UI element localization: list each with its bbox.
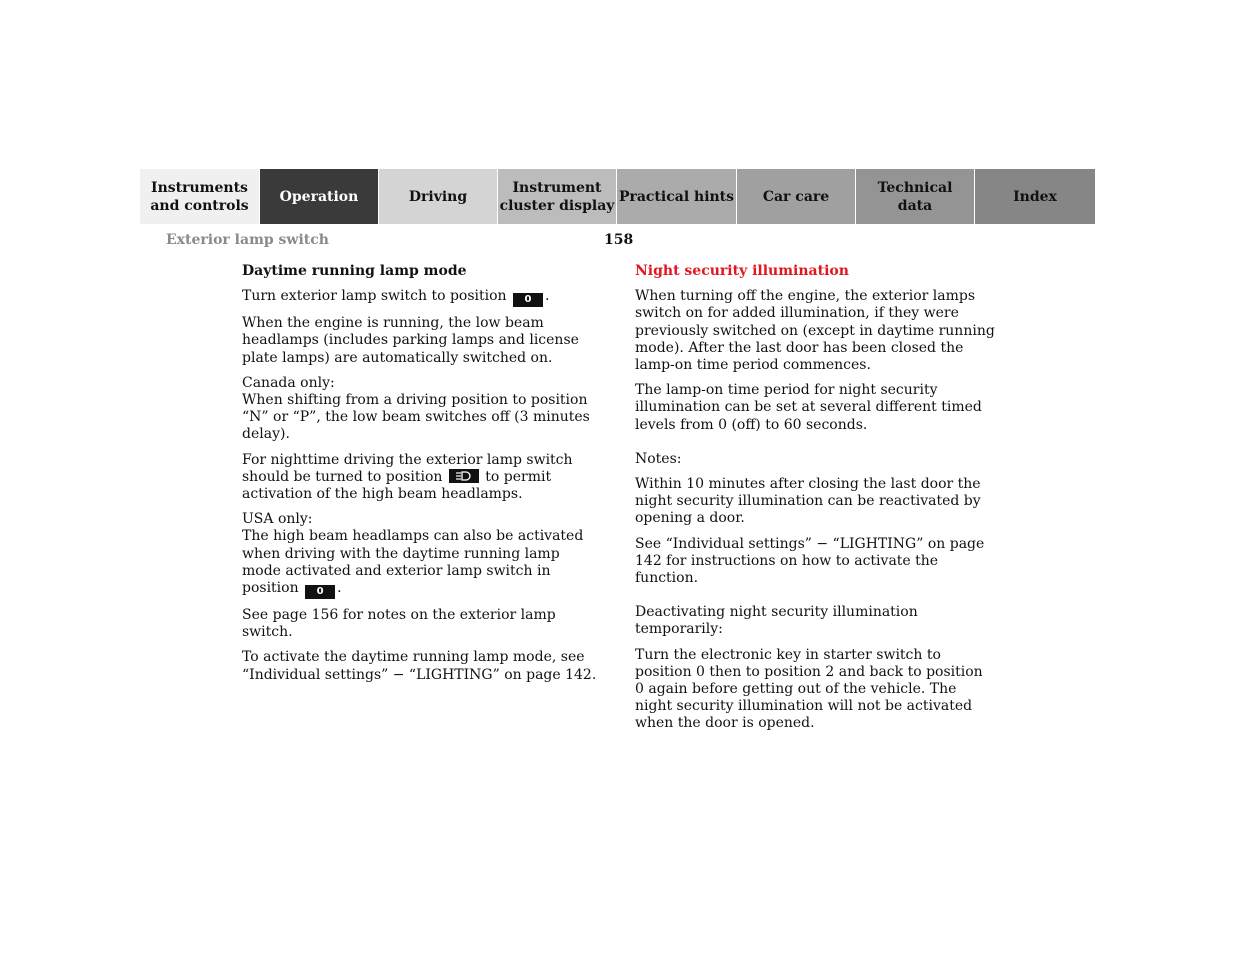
- section-title: Exterior lamp switch: [166, 232, 329, 248]
- paragraph-deactivating: Deactivating night security illumination temporarily:: [635, 604, 918, 638]
- headlamp-position-icon: [449, 469, 479, 483]
- tab-index[interactable]: Index: [975, 169, 1095, 224]
- paragraph-canada-only: Canada only: When shifting from a driving position to position “N” or “P”, the low beam switches off (3 minutes delay).: [242, 374, 590, 443]
- page-number: 158: [604, 232, 634, 248]
- position-zero-icon: 0: [513, 293, 543, 307]
- tab-operation[interactable]: Operation: [260, 169, 379, 224]
- paragraph-individual-settings: See “Individual settings” − “LIGHTING” on page 142 for instructions on how to activate the function.: [635, 535, 985, 587]
- left-column: [242, 263, 602, 692]
- paragraph-activate-daytime: To activate the daytime running lamp mode, see “Individual settings” − “LIGHTING” on page 142.: [242, 649, 597, 683]
- tab-driving[interactable]: Driving: [379, 169, 498, 224]
- paragraph-usa-only: USA only: The high beam headlamps can also be activated when driving with the daytime running lamp mode activated and exterior lamp switch in position 0 .: [242, 511, 584, 598]
- chapter-tabs: [140, 169, 1095, 224]
- paragraph-reactivate: Within 10 minutes after closing the last door the night security illumination can be reactivated by opening a door.: [635, 476, 981, 527]
- position-zero-icon: 0: [305, 585, 335, 599]
- tab-car-care[interactable]: Car care: [737, 169, 856, 224]
- paragraph-see-page-156: See page 156 for notes on the exterior lamp switch.: [242, 607, 556, 641]
- daytime-running-heading: Daytime running lamp mode: [242, 263, 467, 279]
- tab-instruments-and-controls[interactable]: Instruments and controls: [140, 169, 260, 224]
- right-column: [635, 263, 995, 741]
- paragraph-nighttime-driving: For nighttime driving the exterior lamp switch should be turned to position to permit activation of the high beam headlamps.: [242, 451, 573, 503]
- paragraph-switch-position: Turn exterior lamp switch to position 0 .: [242, 288, 550, 306]
- paragraph-turning-off-engine: When turning off the engine, the exterior lamps switch on for added illumination, if they were previously switched on (except in daytime running mode). After the last door has been closed the lamp-on time period commences.: [635, 288, 995, 374]
- tab-practical-hints[interactable]: Practical hints: [617, 169, 737, 224]
- paragraph-lamp-on-period: The lamp-on time period for night security illumination can be set at several different timed levels from 0 (off) to 60 seconds.: [635, 382, 982, 433]
- tab-instrument-cluster-display[interactable]: Instrument cluster display: [498, 169, 617, 224]
- night-security-heading: Night security illumination: [635, 263, 849, 279]
- paragraph-engine-running: When the engine is running, the low beam headlamps (includes parking lamps and license plate lamps) are automatically switched on.: [242, 315, 579, 366]
- paragraph-turn-key: Turn the electronic key in starter switch to position 0 then to position 2 and back to position 0 again before getting out of the vehicle. The night security illumination will not be activated when the door is opened.: [635, 646, 983, 732]
- tab-technical-data[interactable]: Technical data: [856, 169, 975, 224]
- notes-label: Notes:: [635, 450, 682, 467]
